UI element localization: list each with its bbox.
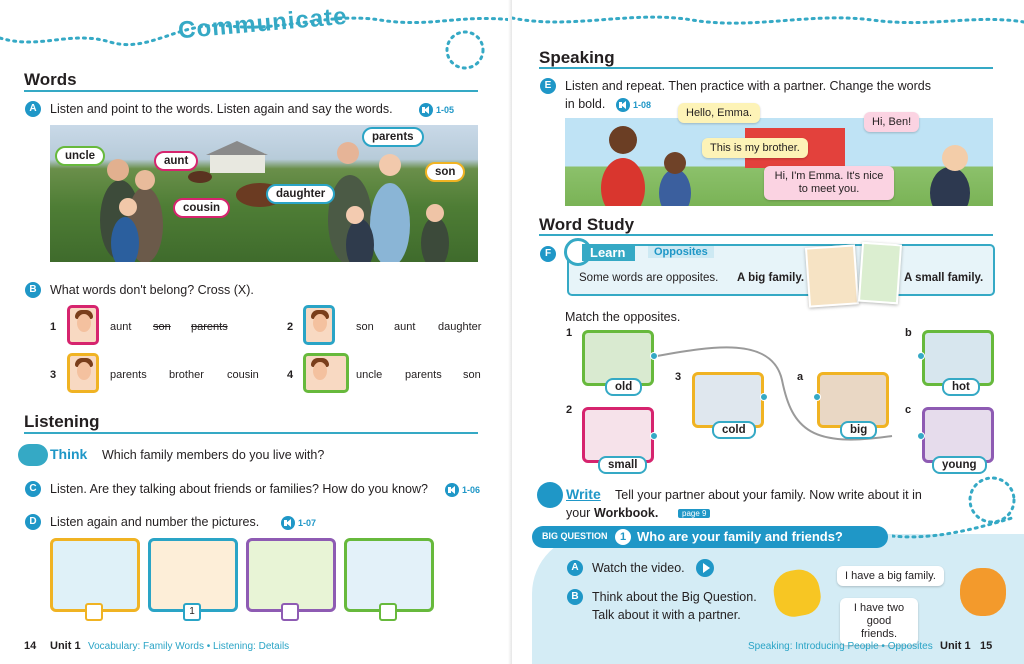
label-son[interactable]: son bbox=[425, 162, 465, 182]
activity-d-badge: D bbox=[25, 514, 41, 530]
activity-d-instruction: Listen again and number the pictures. bbox=[50, 515, 260, 529]
match-dot[interactable] bbox=[917, 352, 925, 360]
think-label: Think bbox=[50, 446, 88, 462]
word-cold: cold bbox=[712, 421, 756, 439]
audio-icon[interactable] bbox=[616, 98, 630, 112]
word-option[interactable]: aunt bbox=[394, 321, 416, 333]
right-page-number: 15 bbox=[980, 640, 993, 652]
man-face-icon bbox=[303, 305, 335, 345]
match-dot[interactable] bbox=[760, 393, 768, 401]
match-dot[interactable] bbox=[813, 393, 821, 401]
activity-e-badge: E bbox=[540, 78, 556, 94]
words-rule bbox=[24, 90, 478, 92]
word-option[interactable]: parents bbox=[405, 369, 442, 381]
write-instruction-your: your bbox=[566, 506, 591, 520]
big-question-number: 1 bbox=[615, 529, 631, 545]
word-option[interactable]: daughter bbox=[438, 321, 482, 333]
word-study-rule bbox=[539, 234, 993, 236]
speaking-title: Speaking bbox=[539, 48, 615, 67]
activity-bq-a-badge: A bbox=[567, 560, 583, 576]
activity-e-instruction-line1: Listen and repeat. Then practice with a partner. Change the words bbox=[565, 79, 931, 93]
audio-icon[interactable] bbox=[445, 483, 459, 497]
speaking-rule bbox=[539, 67, 993, 69]
match-letter: a bbox=[797, 371, 804, 383]
learn-label: Learn bbox=[582, 244, 635, 261]
mascot-bubble-big-family: I have a big family. bbox=[837, 566, 944, 586]
match-number: 3 bbox=[675, 371, 682, 383]
think-prompt: Which family members do you live with? bbox=[102, 448, 325, 462]
listening-picture-3 bbox=[246, 538, 336, 612]
activity-e-instruction-line2: in bold. bbox=[565, 97, 606, 111]
word-young: young bbox=[932, 456, 987, 474]
word-small: small bbox=[598, 456, 647, 474]
girl-face-icon bbox=[67, 353, 99, 393]
audio-track-a: 1-05 bbox=[436, 105, 455, 115]
row-number: 2 bbox=[287, 321, 294, 333]
audio-track-d: 1-07 bbox=[298, 518, 317, 528]
word-big: big bbox=[840, 421, 877, 439]
label-parents[interactable]: parents bbox=[362, 127, 424, 147]
word-option[interactable]: parents bbox=[110, 369, 147, 381]
word-option[interactable]: son bbox=[463, 369, 481, 381]
match-instruction: Match the opposites. bbox=[565, 310, 681, 324]
word-option[interactable]: brother bbox=[169, 369, 204, 381]
audio-icon[interactable] bbox=[419, 103, 433, 117]
bq-b-line1: Think about the Big Question. bbox=[592, 590, 757, 604]
label-daughter[interactable]: daughter bbox=[266, 184, 335, 204]
small-family-picture bbox=[858, 242, 902, 305]
activity-a-badge: A bbox=[25, 101, 41, 117]
match-letter: c bbox=[905, 404, 912, 416]
mascot-bubble-two-friends: I have two good friends. bbox=[840, 598, 918, 645]
row-number: 3 bbox=[50, 369, 57, 381]
cake-picture[interactable] bbox=[817, 372, 889, 428]
play-video-icon[interactable] bbox=[696, 559, 714, 577]
audio-icon[interactable] bbox=[281, 516, 295, 530]
right-footer-unit: Unit 1 bbox=[940, 640, 971, 652]
word-study-title: Word Study bbox=[539, 215, 635, 234]
activity-bq-b-badge: B bbox=[567, 589, 583, 605]
bq-b-line2: Talk about it with a partner. bbox=[592, 608, 741, 622]
learn-text: Some words are opposites. bbox=[579, 272, 719, 284]
left-page-number: 14 bbox=[24, 640, 37, 652]
snowy-trees-picture[interactable] bbox=[692, 372, 764, 428]
example-big-family: A big family. bbox=[737, 272, 805, 284]
speech-bubble-emma: Hi, I'm Emma. It's nice to meet you. bbox=[764, 166, 894, 200]
example-small-family: A small family. bbox=[904, 272, 984, 284]
workbook-page-ref[interactable]: page 9 bbox=[678, 509, 710, 518]
watch-video-text: Watch the video. bbox=[592, 561, 685, 575]
right-page bbox=[512, 0, 1024, 664]
word-option[interactable]: son bbox=[356, 321, 374, 333]
word-option-crossed[interactable]: parents bbox=[191, 321, 228, 333]
left-footer-unit: Unit 1 bbox=[50, 640, 81, 652]
word-option-crossed[interactable]: son bbox=[153, 321, 171, 333]
communicate-banner: Communicate bbox=[177, 2, 349, 45]
big-question-text: Who are your family and friends? bbox=[637, 529, 843, 544]
label-uncle[interactable]: uncle bbox=[55, 146, 105, 166]
cupcake-picture[interactable] bbox=[582, 407, 654, 463]
match-dot[interactable] bbox=[917, 432, 925, 440]
activity-c-instruction: Listen. Are they talking about friends or families? How do you know? bbox=[50, 482, 428, 496]
match-letter: b bbox=[905, 327, 912, 339]
baby-picture[interactable] bbox=[922, 407, 994, 463]
couple-face-icon bbox=[303, 353, 349, 393]
match-number: 2 bbox=[566, 404, 573, 416]
listening-picture-2 bbox=[148, 538, 238, 612]
activity-b-instruction: What words don't belong? Cross (X). bbox=[50, 283, 254, 297]
big-family-picture bbox=[805, 244, 859, 307]
audio-track-c: 1-06 bbox=[462, 485, 481, 495]
pencil-icon bbox=[537, 482, 563, 508]
word-hot: hot bbox=[942, 378, 980, 396]
word-option[interactable]: cousin bbox=[227, 369, 259, 381]
big-question-tag: BIG QUESTION bbox=[542, 531, 608, 541]
listening-picture-1 bbox=[50, 538, 140, 612]
match-dot[interactable] bbox=[650, 352, 658, 360]
match-number: 1 bbox=[566, 327, 573, 339]
listening-rule bbox=[24, 432, 478, 434]
write-instruction-line1: Tell your partner about your family. Now write about it in bbox=[615, 488, 922, 502]
think-cloud-icon bbox=[18, 444, 48, 466]
word-option[interactable]: aunt bbox=[110, 321, 132, 333]
answer-box-3[interactable] bbox=[281, 603, 299, 621]
listening-title: Listening bbox=[24, 412, 100, 431]
right-footer-topics: Speaking: Introducing People • Opposites bbox=[748, 641, 933, 652]
match-dot[interactable] bbox=[650, 432, 658, 440]
activity-f-badge: F bbox=[540, 246, 556, 262]
row-number: 4 bbox=[287, 369, 294, 381]
label-cousin[interactable]: cousin bbox=[173, 198, 230, 218]
speech-bubble-brother: This is my brother. bbox=[702, 138, 808, 158]
write-label: Write bbox=[566, 486, 601, 502]
dotted-wave-decoration bbox=[892, 470, 1024, 550]
speech-bubble-hello: Hello, Emma. bbox=[678, 103, 760, 123]
answer-box-1[interactable] bbox=[85, 603, 103, 621]
activity-b-badge: B bbox=[25, 282, 41, 298]
word-old: old bbox=[605, 378, 642, 396]
left-footer-topics: Vocabulary: Family Words • Listening: Details bbox=[88, 641, 290, 652]
listening-picture-4 bbox=[344, 538, 434, 612]
orange-character-mascot bbox=[960, 568, 1006, 616]
speech-bubble-hi-ben: Hi, Ben! bbox=[864, 112, 919, 132]
learn-tag: Opposites bbox=[648, 246, 714, 258]
answer-box-4[interactable] bbox=[379, 603, 397, 621]
label-aunt[interactable]: aunt bbox=[154, 151, 198, 171]
activity-a-instruction: Listen and point to the words. Listen again and say the words. bbox=[50, 102, 393, 116]
words-title: Words bbox=[24, 70, 77, 89]
woman-face-icon bbox=[67, 305, 99, 345]
word-option[interactable]: uncle bbox=[356, 369, 383, 381]
row-number: 1 bbox=[50, 321, 57, 333]
activity-c-badge: C bbox=[25, 481, 41, 497]
audio-track-e: 1-08 bbox=[633, 100, 652, 110]
answer-box-2[interactable]: 1 bbox=[183, 603, 201, 621]
workbook-label: Workbook. bbox=[594, 506, 659, 520]
